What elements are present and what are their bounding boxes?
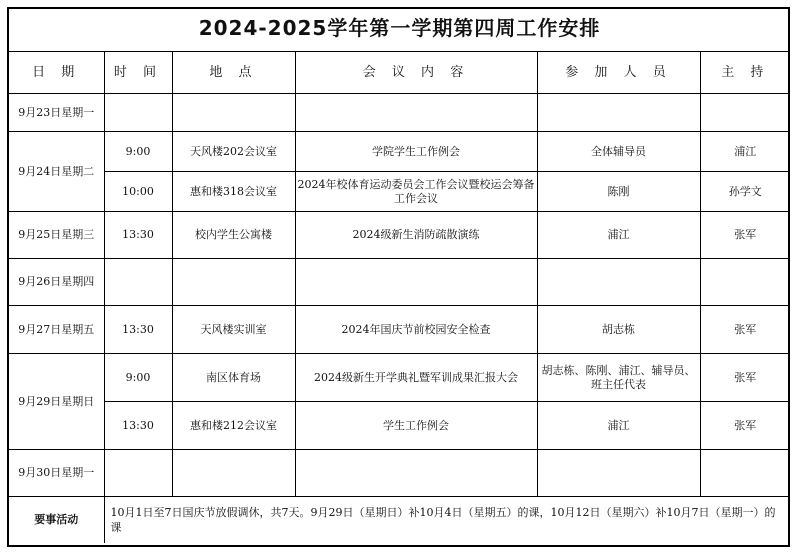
empty-cell [172, 450, 295, 497]
content-cell: 学院学生工作例会 [295, 132, 537, 172]
date-cell: 9月29日星期日 [9, 354, 104, 450]
table-row [9, 172, 790, 212]
empty-cell [700, 259, 790, 306]
date-cell: 9月24日星期二 [9, 132, 104, 212]
empty-cell [172, 94, 295, 132]
empty-cell [700, 450, 790, 497]
table-row [9, 354, 790, 402]
header-time: 时 间 [104, 52, 172, 94]
notes-text: 10月1日至7日国庆节放假调休，共7天。9月29日（星期日）补10月4日（星期五）的课，10月12日（星期六）补10月7日（星期一）的课 [104, 497, 790, 543]
date-cell: 9月27日星期五 [9, 306, 104, 354]
place-cell: 惠和楼212会议室 [172, 402, 295, 450]
time-cell: 13:30 [104, 306, 172, 354]
table-row [9, 306, 790, 354]
attendees-cell: 浦江 [537, 402, 700, 450]
header-attendees: 参 加 人 员 [537, 52, 700, 94]
host-cell: 浦江 [700, 132, 790, 172]
place-cell: 天风楼实训室 [172, 306, 295, 354]
table-row [9, 450, 790, 497]
content-cell: 2024级新生消防疏散演练 [295, 212, 537, 259]
date-cell: 9月26日星期四 [9, 259, 104, 306]
host-cell: 孙学文 [700, 172, 790, 212]
empty-cell [537, 450, 700, 497]
table-row [9, 259, 790, 306]
time-cell: 9:00 [104, 354, 172, 402]
empty-cell [700, 94, 790, 132]
schedule-sheet [7, 7, 790, 547]
host-cell: 张军 [700, 354, 790, 402]
attendees-cell: 浦江 [537, 212, 700, 259]
date-cell: 9月25日星期三 [9, 212, 104, 259]
empty-cell [295, 94, 537, 132]
place-cell: 惠和楼318会议室 [172, 172, 295, 212]
date-cell: 9月23日星期一 [9, 94, 104, 132]
empty-cell [537, 259, 700, 306]
empty-cell [104, 450, 172, 497]
content-cell: 学生工作例会 [295, 402, 537, 450]
table-row [9, 402, 790, 450]
host-cell: 张军 [700, 402, 790, 450]
attendees-cell: 胡志栋、陈刚、浦江、辅导员、班主任代表 [537, 354, 700, 402]
date-cell: 9月30日星期一 [9, 450, 104, 497]
notes-row [9, 497, 790, 543]
host-cell: 张军 [700, 212, 790, 259]
attendees-cell: 陈刚 [537, 172, 700, 212]
attendees-cell: 胡志栋 [537, 306, 700, 354]
empty-cell [537, 94, 700, 132]
content-cell: 2024年校体育运动委员会工作会议暨校运会筹备工作会议 [295, 172, 537, 212]
notes-label: 要事活动 [9, 497, 104, 543]
empty-cell [104, 94, 172, 132]
place-cell: 校内学生公寓楼 [172, 212, 295, 259]
table-row [9, 94, 790, 132]
page-title [9, 9, 790, 52]
time-cell: 13:30 [104, 402, 172, 450]
table-row [9, 212, 790, 259]
header-date: 日 期 [9, 52, 104, 94]
place-cell: 南区体育场 [172, 354, 295, 402]
empty-cell [104, 259, 172, 306]
table-row [9, 132, 790, 172]
header-row [9, 52, 790, 94]
content-cell: 2024级新生开学典礼暨军训成果汇报大会 [295, 354, 537, 402]
host-cell: 张军 [700, 306, 790, 354]
time-cell: 9:00 [104, 132, 172, 172]
header-host: 主 持 [700, 52, 790, 94]
time-cell: 10:00 [104, 172, 172, 212]
header-place: 地 点 [172, 52, 295, 94]
attendees-cell: 全体辅导员 [537, 132, 700, 172]
schedule-table [9, 9, 790, 543]
content-cell: 2024年国庆节前校园安全检查 [295, 306, 537, 354]
empty-cell [295, 450, 537, 497]
header-content: 会 议 内 容 [295, 52, 537, 94]
empty-cell [295, 259, 537, 306]
empty-cell [172, 259, 295, 306]
time-cell: 13:30 [104, 212, 172, 259]
place-cell: 天风楼202会议室 [172, 132, 295, 172]
title-text: 2024-2025学年第一学期第四周工作安排 [198, 16, 601, 40]
